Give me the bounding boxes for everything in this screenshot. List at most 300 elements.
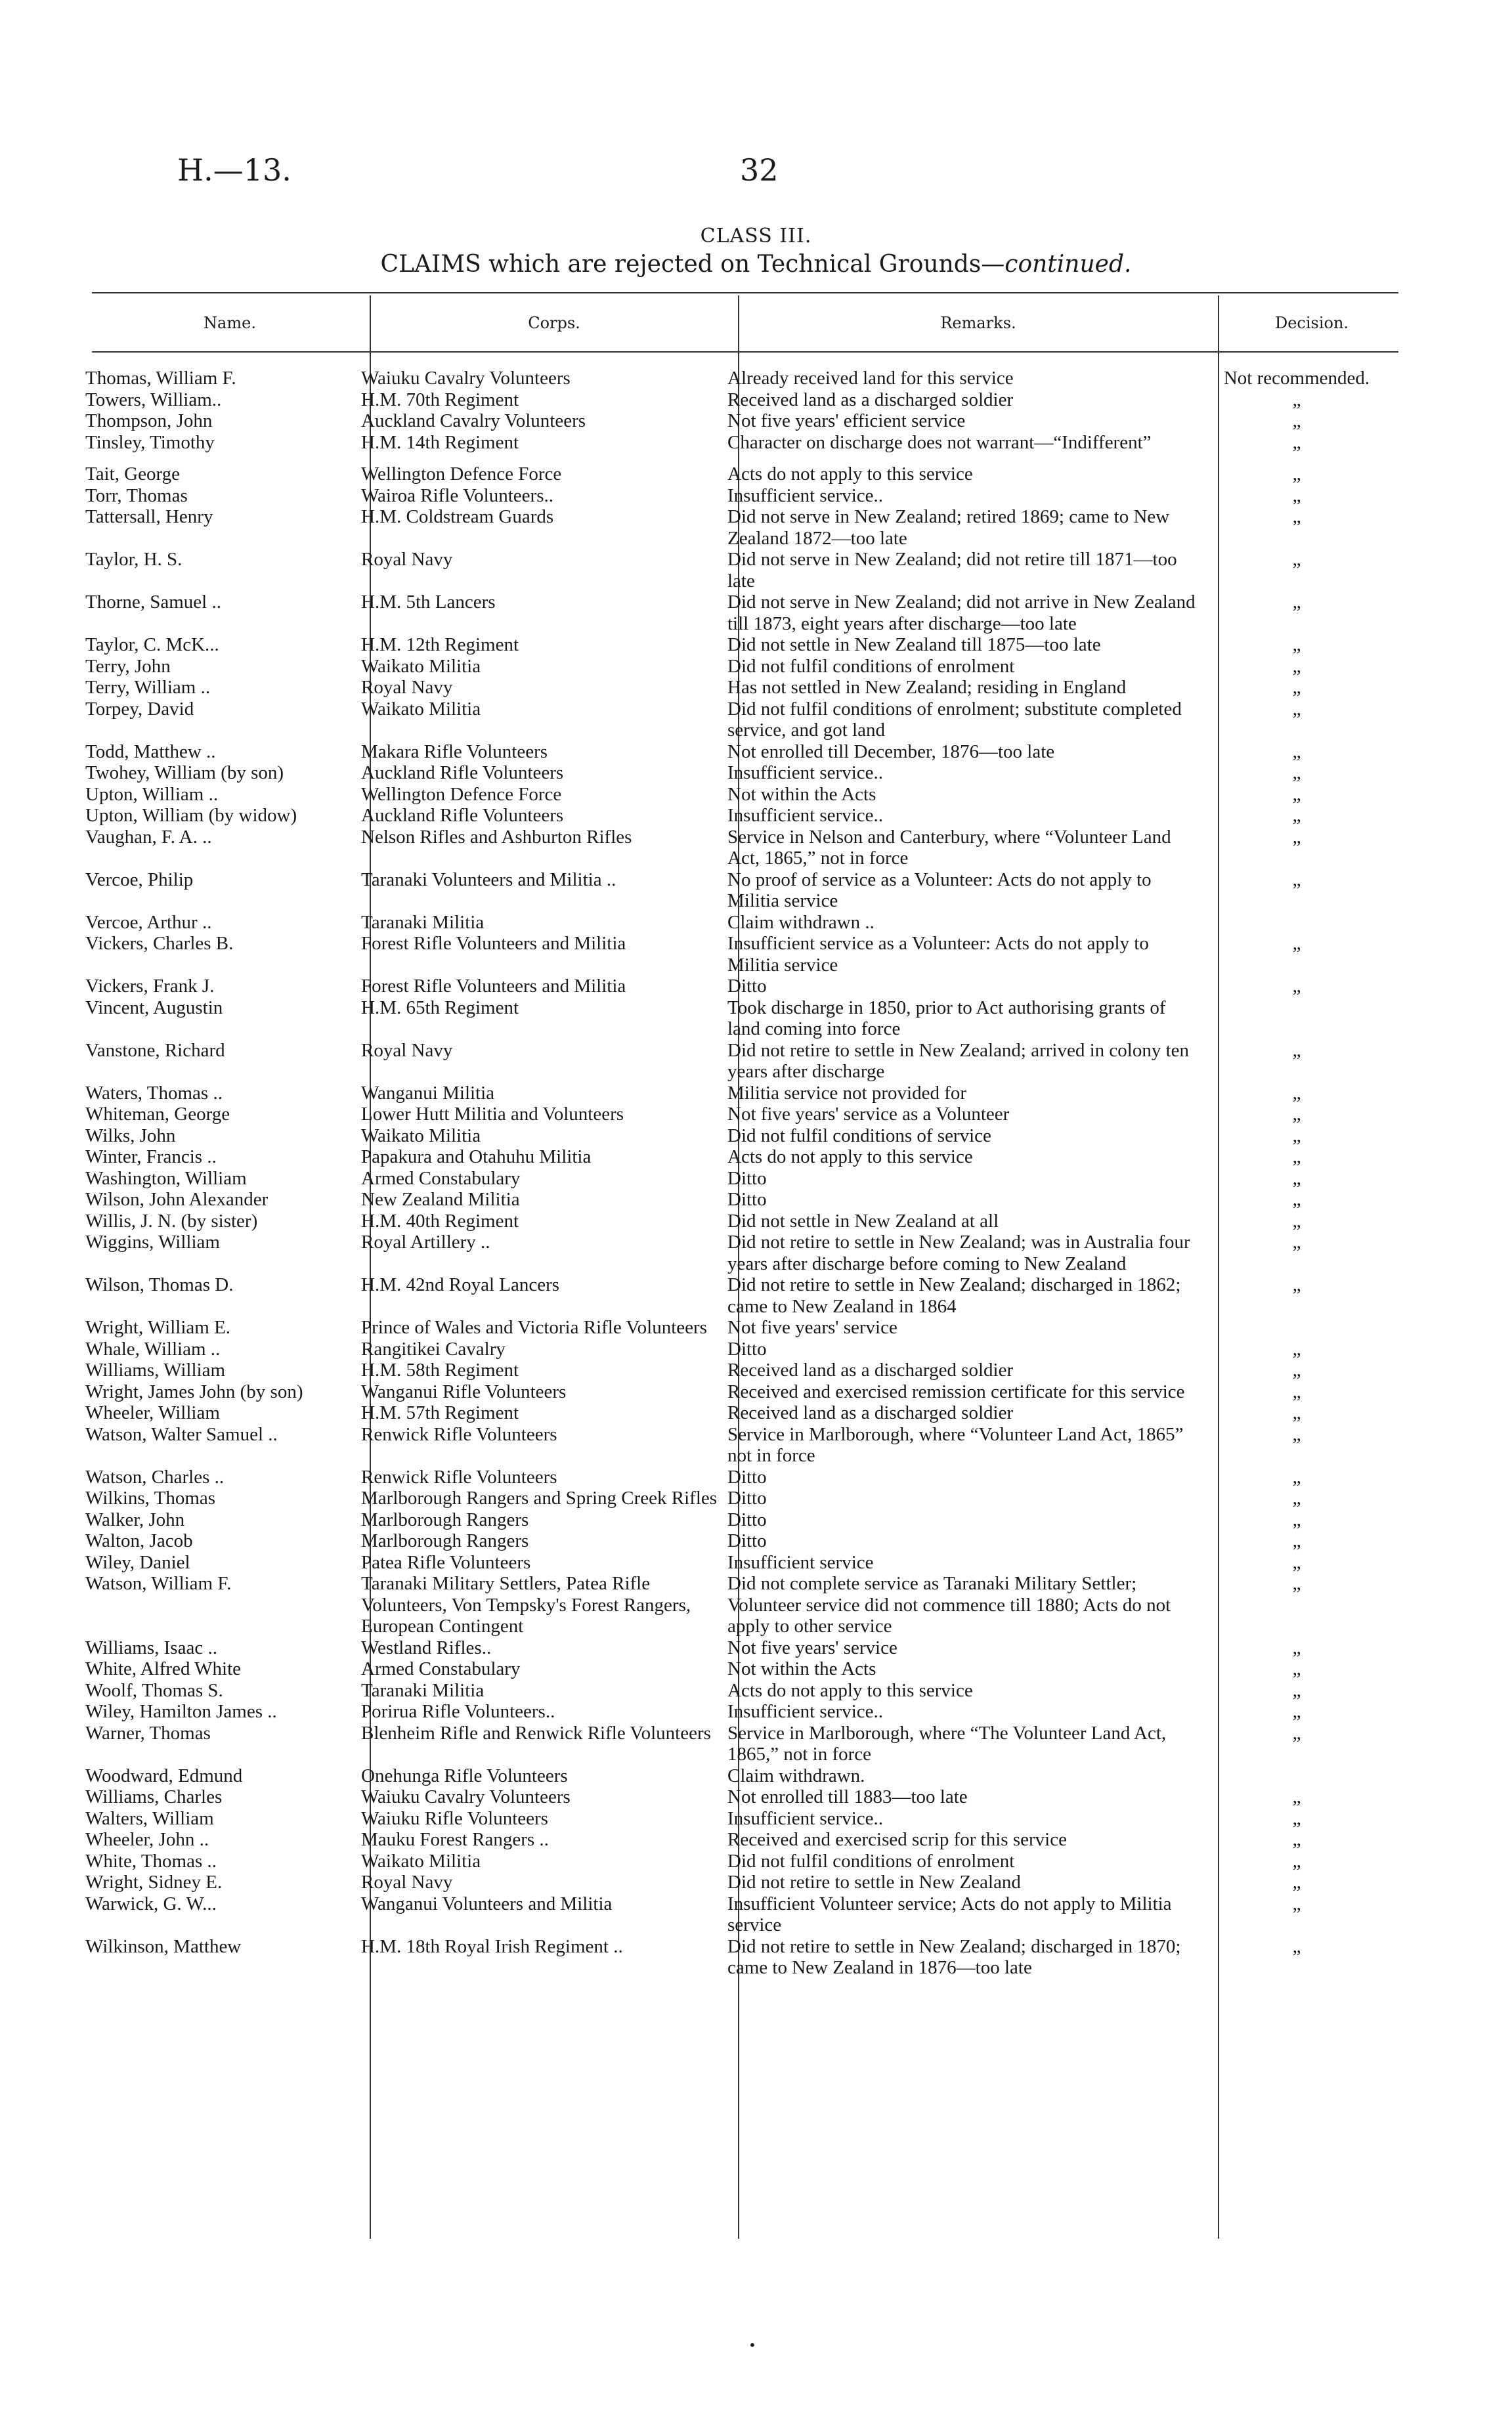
corps-cell: H.M. 12th Regiment <box>361 634 519 655</box>
claimant-name: Walters, William <box>85 1807 214 1829</box>
claimant-name: Winter, Francis .. <box>85 1146 217 1167</box>
remarks-cell: Not five years' service <box>727 1637 897 1658</box>
claimant-name: Watson, Walter Samuel .. <box>85 1423 278 1445</box>
claimant-name: Warner, Thomas <box>85 1722 211 1744</box>
claims-table-body <box>85 368 1392 1979</box>
claimant-name: Twohey, William (by son) <box>85 762 284 783</box>
claimant-name: Taylor, H. S. <box>85 549 183 570</box>
corps-cell: Taranaki Militia <box>361 1679 485 1701</box>
corps-cell: H.M. 42nd Royal Lancers <box>361 1274 560 1295</box>
claimant-name: Walton, Jacob <box>85 1530 193 1551</box>
remarks-cell: Ditto <box>727 1530 767 1551</box>
claimant-name: Wilson, Thomas D. <box>85 1274 234 1295</box>
remarks-cell: Insufficient service.. <box>727 485 884 506</box>
remarks-cell: Insufficient service.. <box>727 1701 884 1722</box>
corps-cell: Auckland Cavalry Volunteers <box>361 410 586 431</box>
table-row <box>85 805 1392 827</box>
table-row <box>85 869 1392 912</box>
table-row <box>85 1680 1392 1702</box>
decision-cell: „ <box>1292 1423 1301 1445</box>
corps-cell: Taranaki Militia <box>361 911 485 933</box>
table-row <box>85 1658 1392 1680</box>
claimant-name: Whale, William .. <box>85 1338 221 1360</box>
decision-cell: Not recommended. <box>1223 368 1370 389</box>
table-row <box>85 1339 1392 1360</box>
table-row <box>85 1381 1392 1403</box>
claimant-name: Tinsley, Timothy <box>85 431 215 453</box>
table-row <box>85 410 1392 432</box>
table-row <box>85 827 1392 869</box>
corps-cell: Royal Navy <box>361 677 453 698</box>
remarks-cell: Received and exercised scrip for this service <box>727 1829 1067 1850</box>
remarks-cell: Ditto <box>727 1189 767 1210</box>
corps-cell: Royal Navy <box>361 549 453 570</box>
table-row <box>85 1552 1392 1574</box>
claimant-name: Waters, Thomas .. <box>85 1082 223 1104</box>
table-row <box>85 762 1392 784</box>
remarks-cell: Ditto <box>727 1167 767 1189</box>
remarks-cell: Has not settled in New Zealand; residing in England <box>727 677 1127 698</box>
claimant-name: Wilks, John <box>85 1125 176 1146</box>
decision-cell: „ <box>1292 1381 1301 1402</box>
decision-cell: „ <box>1292 826 1301 848</box>
remarks-cell: Militia service not provided for <box>727 1082 967 1104</box>
decision-cell: „ <box>1292 1488 1301 1509</box>
claimant-name: White, Thomas .. <box>85 1850 217 1872</box>
claimant-name: Vickers, Frank J. <box>85 976 215 997</box>
remarks-cell: Service in Marlborough, where “The Volunteer Land Act, 1865,” not in force <box>727 1722 1167 1765</box>
corps-cell: Royal Navy <box>361 1039 453 1061</box>
claimant-name: Terry, John <box>85 655 171 677</box>
remarks-cell: Not five years' service <box>727 1317 897 1338</box>
remarks-cell: Ditto <box>727 1509 767 1530</box>
table-row <box>85 1317 1392 1339</box>
corps-cell: Makara Rifle Volunteers <box>361 741 548 762</box>
claimant-name: Upton, William .. <box>85 783 219 805</box>
column-header-corps: Corps. <box>528 314 580 332</box>
decision-cell: „ <box>1292 1679 1301 1701</box>
table-row <box>85 1488 1392 1509</box>
remarks-cell: Insufficient service as a Volunteer: Acts do not apply to Militia service <box>727 933 1149 976</box>
decision-cell: „ <box>1292 677 1301 698</box>
table-row <box>85 1146 1392 1168</box>
table-row <box>85 1808 1392 1830</box>
remarks-cell: Not five years' efficient service <box>727 410 966 431</box>
decision-cell: „ <box>1292 1360 1301 1381</box>
table-row <box>85 368 1392 389</box>
decision-cell: „ <box>1292 1104 1301 1125</box>
remarks-cell: Claim withdrawn .. <box>727 911 875 933</box>
remarks-cell: Service in Marlborough, where “Volunteer Land Act, 1865” not in force <box>727 1423 1184 1466</box>
caption-continued: continued. <box>1004 251 1132 278</box>
claimant-name: Vincent, Augustin <box>85 997 223 1018</box>
table-row <box>85 1765 1392 1787</box>
claimant-name: Wilkins, Thomas <box>85 1488 216 1509</box>
remarks-cell: Received land as a discharged soldier <box>727 1402 1014 1423</box>
table-row <box>85 1893 1392 1936</box>
remarks-cell: Character on discharge does not warrant—“Indifferent” <box>727 431 1152 453</box>
corps-cell: Rangitikei Cavalry <box>361 1338 506 1360</box>
decision-cell: „ <box>1292 805 1301 826</box>
decision-cell: „ <box>1292 592 1301 613</box>
decision-cell <box>1201 997 1392 1040</box>
decision-cell: „ <box>1292 1850 1301 1872</box>
remarks-cell: Did not serve in New Zealand; did not arrive in New Zealand till 1873, eight years after discharge—too late <box>727 592 1196 634</box>
corps-cell: Wanganui Rifle Volunteers <box>361 1381 567 1402</box>
claimant-name: Williams, Charles <box>85 1786 223 1807</box>
claimant-name: Wilkinson, Matthew <box>85 1935 242 1957</box>
claimant-name: Woodward, Edmund <box>85 1765 243 1786</box>
table-row <box>85 549 1392 592</box>
claimant-name: Wright, Sidney E. <box>85 1872 223 1893</box>
corps-cell: Wanganui Volunteers and Militia <box>361 1893 613 1914</box>
caption-main: CLAIMS which are rejected on Technical Grounds— <box>380 251 1005 278</box>
remarks-cell: Did not fulfil conditions of enrolment <box>727 1850 1015 1872</box>
table-row <box>85 1083 1392 1104</box>
remarks-cell: Did not retire to settle in New Zealand; discharged in 1870; came to New Zealand in 1876—too late <box>727 1935 1181 1978</box>
corps-cell: Armed Constabulary <box>361 1167 521 1189</box>
corps-cell: Taranaki Volunteers and Militia .. <box>361 869 616 890</box>
claimant-name: Vanstone, Richard <box>85 1039 225 1061</box>
corps-cell: H.M. 58th Regiment <box>361 1360 519 1381</box>
decision-cell: „ <box>1292 1637 1301 1658</box>
table-row <box>85 389 1392 411</box>
remarks-cell: Not five years' service as a Volunteer <box>727 1104 1010 1125</box>
corps-cell: H.M. 57th Regiment <box>361 1402 519 1423</box>
decision-cell: „ <box>1292 1167 1301 1189</box>
remarks-cell: Acts do not apply to this service <box>727 1679 973 1701</box>
table-row <box>85 1851 1392 1872</box>
corps-cell: Marlborough Rangers <box>361 1530 529 1551</box>
corps-cell: Prince of Wales and Victoria Rifle Volunteers <box>361 1317 707 1338</box>
table-row <box>85 1530 1392 1552</box>
table-row <box>85 1701 1392 1723</box>
claimant-name: Wiley, Daniel <box>85 1551 190 1573</box>
table-row <box>85 1424 1392 1467</box>
table-row <box>85 1168 1392 1190</box>
table-row <box>85 976 1392 997</box>
table-row <box>85 699 1392 741</box>
claimant-name: Todd, Matthew .. <box>85 741 216 762</box>
decision-cell: „ <box>1292 1232 1301 1253</box>
remarks-cell: Did not retire to settle in New Zealand; arrived in colony ten years after discharge <box>727 1039 1190 1082</box>
corps-cell: Forest Rifle Volunteers and Militia <box>361 933 626 954</box>
remarks-cell: Not within the Acts <box>727 783 876 805</box>
claimant-name: Willis, J. N. (by sister) <box>85 1210 258 1232</box>
corps-cell: Armed Constabulary <box>361 1658 521 1679</box>
decision-cell: „ <box>1292 389 1301 410</box>
remarks-cell: Insufficient service.. <box>727 1807 884 1829</box>
claimant-name: Wheeler, John .. <box>85 1829 209 1850</box>
remarks-cell: Ditto <box>727 1466 767 1488</box>
decision-cell: „ <box>1292 1893 1301 1914</box>
decision-cell: „ <box>1292 1935 1301 1957</box>
table-row <box>85 1274 1392 1317</box>
corps-cell: Waikato Militia <box>361 1125 481 1146</box>
corps-cell: H.M. 18th Royal Irish Regiment .. <box>361 1935 623 1957</box>
remarks-cell: Not enrolled till December, 1876—too late <box>727 741 1055 762</box>
class-heading: CLASS III. <box>700 225 812 248</box>
table-row <box>85 1211 1392 1232</box>
table-row <box>85 1786 1392 1808</box>
table-row <box>85 784 1392 806</box>
decision-cell: „ <box>1292 1829 1301 1850</box>
table-row <box>85 1104 1392 1125</box>
remarks-cell: Insufficient Volunteer service; Acts do not apply to Militia service <box>727 1893 1172 1935</box>
decision-cell: „ <box>1292 1658 1301 1679</box>
decision-cell <box>1201 1317 1392 1339</box>
table-row <box>85 677 1392 699</box>
decision-cell <box>1201 1765 1392 1787</box>
decision-cell: „ <box>1292 463 1301 485</box>
claimant-name: Wright, William E. <box>85 1317 231 1338</box>
claimant-name: Tattersall, Henry <box>85 506 213 527</box>
remarks-cell: Received and exercised remission certificate for this service <box>727 1381 1185 1402</box>
table-row <box>85 1360 1392 1381</box>
remarks-cell: Did not fulfil conditions of enrolment; substitute completed service, and got land <box>727 698 1182 741</box>
decision-cell: „ <box>1292 1274 1301 1295</box>
claimant-name: Thompson, John <box>85 410 213 431</box>
claimant-name: Wright, James John (by son) <box>85 1381 303 1402</box>
remarks-cell: Did not fulfil conditions of enrolment <box>727 655 1015 677</box>
corps-cell: Blenheim Rifle and Renwick Rifle Volunteers <box>361 1722 711 1744</box>
corps-cell: Marlborough Rangers and Spring Creek Rifles <box>361 1488 718 1509</box>
remarks-cell: Acts do not apply to this service <box>727 463 973 485</box>
claimant-name: Torr, Thomas <box>85 485 188 506</box>
remarks-cell: Claim withdrawn. <box>727 1765 865 1786</box>
table-row <box>85 592 1392 634</box>
table-row <box>85 506 1392 549</box>
claimant-name: Woolf, Thomas S. <box>85 1679 223 1701</box>
decision-cell: „ <box>1292 485 1301 506</box>
claimant-name: Walker, John <box>85 1509 185 1530</box>
claimant-name: Vickers, Charles B. <box>85 933 234 954</box>
claimant-name: Warwick, G. W... <box>85 1893 217 1914</box>
claimant-name: Wiggins, William <box>85 1232 220 1253</box>
table-row <box>85 1637 1392 1659</box>
claimant-name: Washington, William <box>85 1167 247 1189</box>
decision-cell: „ <box>1292 741 1301 762</box>
table-row <box>85 1232 1392 1274</box>
claimant-name: Vercoe, Philip <box>85 869 194 890</box>
table-row <box>85 432 1392 454</box>
decision-cell <box>1201 912 1392 934</box>
decision-cell: „ <box>1292 1039 1301 1061</box>
table-row <box>85 1402 1392 1424</box>
table-row <box>85 933 1392 976</box>
corps-cell: H.M. 14th Regiment <box>361 431 519 453</box>
corps-cell: Patea Rifle Volunteers <box>361 1551 531 1573</box>
claimant-name: Torpey, David <box>85 698 194 720</box>
remarks-cell: Ditto <box>727 1488 767 1509</box>
claimant-name: Thomas, William F. <box>85 368 236 389</box>
corps-cell: Mauku Forest Rangers .. <box>361 1829 549 1850</box>
decision-cell: „ <box>1292 1872 1301 1893</box>
corps-cell: Lower Hutt Militia and Volunteers <box>361 1104 624 1125</box>
corps-cell: Porirua Rifle Volunteers.. <box>361 1701 555 1722</box>
corps-cell: Wanganui Militia <box>361 1082 495 1104</box>
table-row <box>85 1189 1392 1211</box>
claimant-name: Wilson, John Alexander <box>85 1189 269 1210</box>
decision-cell: „ <box>1292 1082 1301 1104</box>
claimant-name: Williams, Isaac .. <box>85 1637 217 1658</box>
table-row <box>85 1723 1392 1765</box>
claimant-name: White, Alfred White <box>85 1658 242 1679</box>
table-row <box>85 1125 1392 1147</box>
claimant-name: Watson, Charles .. <box>85 1466 225 1488</box>
corps-cell: Taranaki Military Settlers, Patea Rifle Volunteers, Von Tempsky's Forest Rangers, European Contingent <box>361 1573 691 1637</box>
decision-cell: „ <box>1292 634 1301 655</box>
decision-cell: „ <box>1292 1573 1301 1594</box>
remarks-cell: Did not settle in New Zealand at all <box>727 1210 999 1232</box>
corps-cell: Waiuku Cavalry Volunteers <box>361 368 571 389</box>
header-bottom-rule <box>92 351 1398 353</box>
claimant-name: Wiley, Hamilton James .. <box>85 1701 277 1722</box>
remarks-cell: Did not retire to settle in New Zealand <box>727 1872 1021 1893</box>
claimant-name: Wheeler, William <box>85 1402 220 1423</box>
decision-cell: „ <box>1292 1210 1301 1232</box>
claimant-name: Whiteman, George <box>85 1104 230 1125</box>
corps-cell: H.M. 5th Lancers <box>361 592 496 613</box>
remarks-cell: Ditto <box>727 1338 767 1360</box>
corps-cell: Auckland Rifle Volunteers <box>361 805 564 826</box>
claimant-name: Taylor, C. McK... <box>85 634 219 655</box>
table-row <box>85 741 1392 763</box>
table-row <box>85 1573 1392 1637</box>
remarks-cell: Already received land for this service <box>727 368 1014 389</box>
corps-cell: Marlborough Rangers <box>361 1509 529 1530</box>
remarks-cell: Did not retire to settle in New Zealand; discharged in 1862; came to New Zealand in 1864 <box>727 1274 1181 1317</box>
corps-cell: H.M. Coldstream Guards <box>361 506 554 527</box>
table-row <box>85 997 1392 1040</box>
decision-cell: „ <box>1292 698 1301 720</box>
claimant-name: Thorne, Samuel .. <box>85 592 221 613</box>
remarks-cell: Ditto <box>727 976 767 997</box>
decision-cell: „ <box>1292 783 1301 805</box>
corps-cell: Auckland Rifle Volunteers <box>361 762 564 783</box>
remarks-cell: No proof of service as a Volunteer: Acts do not apply to Militia service <box>727 869 1152 911</box>
claimant-name: Tait, George <box>85 463 180 485</box>
claimant-name: Upton, William (by widow) <box>85 805 297 826</box>
decision-cell: „ <box>1292 1338 1301 1360</box>
remarks-cell: Did not complete service as Taranaki Military Settler; Volunteer service did not commence till 1880; Acts do not apply to other service <box>727 1573 1171 1637</box>
decision-cell: „ <box>1292 869 1301 890</box>
corps-cell: Renwick Rifle Volunteers <box>361 1466 557 1488</box>
remarks-cell: Acts do not apply to this service <box>727 1146 973 1167</box>
remarks-cell: Service in Nelson and Canterbury, where “Volunteer Land Act, 1865,” not in force <box>727 826 1171 869</box>
corps-cell: Royal Artillery .. <box>361 1232 490 1253</box>
decision-cell: „ <box>1292 549 1301 570</box>
table-row <box>85 1936 1392 1979</box>
decision-cell: „ <box>1292 1189 1301 1210</box>
decision-cell: „ <box>1292 1551 1301 1573</box>
corps-cell: Renwick Rifle Volunteers <box>361 1423 557 1445</box>
decision-cell: „ <box>1292 1786 1301 1807</box>
claimant-name: Vaughan, F. A. .. <box>85 826 212 848</box>
corps-cell: Waiuku Cavalry Volunteers <box>361 1786 571 1807</box>
decision-cell: „ <box>1292 1530 1301 1551</box>
decision-cell: „ <box>1292 1722 1301 1744</box>
table-row <box>85 656 1392 678</box>
column-header-remarks: Remarks. <box>940 314 1016 332</box>
claimant-name: Vercoe, Arthur .. <box>85 911 212 933</box>
decision-cell: „ <box>1292 431 1301 453</box>
decision-cell: „ <box>1292 506 1301 527</box>
corps-cell: Onehunga Rifle Volunteers <box>361 1765 568 1786</box>
column-header-name: Name. <box>204 314 256 332</box>
page-number: 32 <box>740 152 779 188</box>
claimant-name: Williams, William <box>85 1360 225 1381</box>
page-mark: • <box>748 2337 756 2353</box>
table-row <box>85 1040 1392 1083</box>
corps-cell: Royal Navy <box>361 1872 453 1893</box>
table-row <box>85 912 1392 934</box>
remarks-cell: Insufficient service <box>727 1551 874 1573</box>
decision-cell: „ <box>1292 1125 1301 1146</box>
remarks-cell: Did not serve in New Zealand; did not retire till 1871—too late <box>727 549 1177 592</box>
header-top-rule <box>92 292 1398 293</box>
decision-cell: „ <box>1292 976 1301 997</box>
table-row <box>85 1829 1392 1851</box>
corps-cell: Papakura and Otahuhu Militia <box>361 1146 592 1167</box>
remarks-cell: Not within the Acts <box>727 1658 876 1679</box>
decision-cell: „ <box>1292 1146 1301 1167</box>
remarks-cell: Received land as a discharged soldier <box>727 1360 1014 1381</box>
corps-cell: H.M. 65th Regiment <box>361 997 519 1018</box>
claimant-name: Towers, William.. <box>85 389 222 410</box>
corps-cell: Waiuku Rifle Volunteers <box>361 1807 548 1829</box>
table-caption <box>0 251 1512 278</box>
claimant-name: Terry, William .. <box>85 677 211 698</box>
remarks-cell: Did not retire to settle in New Zealand; was in Australia four years after discharge before coming to New Zealand <box>727 1232 1190 1274</box>
corps-cell: Wellington Defence Force <box>361 783 562 805</box>
claimant-name: Watson, William F. <box>85 1573 232 1594</box>
decision-cell: „ <box>1292 1466 1301 1488</box>
table-row <box>85 1509 1392 1531</box>
decision-cell: „ <box>1292 933 1301 954</box>
table-row <box>85 1872 1392 1893</box>
table-row <box>85 1467 1392 1488</box>
table-row <box>85 634 1392 656</box>
corps-cell: Nelson Rifles and Ashburton Rifles <box>361 826 632 848</box>
column-header-decision: Decision. <box>1274 314 1349 332</box>
corps-cell: H.M. 40th Regiment <box>361 1210 519 1232</box>
corps-cell: Wairoa Rifle Volunteers.. <box>361 485 553 506</box>
remarks-cell: Insufficient service.. <box>727 805 884 826</box>
corps-cell: Waikato Militia <box>361 698 481 720</box>
corps-cell: H.M. 70th Regiment <box>361 389 519 410</box>
corps-cell: Westland Rifles.. <box>361 1637 492 1658</box>
table-row <box>85 453 1392 485</box>
remarks-cell: Not enrolled till 1883—too late <box>727 1786 968 1807</box>
remarks-cell: Insufficient service.. <box>727 762 884 783</box>
corps-cell: Wellington Defence Force <box>361 463 562 485</box>
remarks-cell: Did not settle in New Zealand till 1875—too late <box>727 634 1101 655</box>
remarks-cell: Took discharge in 1850, prior to Act authorising grants of land coming into force <box>727 997 1166 1039</box>
corps-cell: Forest Rifle Volunteers and Militia <box>361 976 626 997</box>
decision-cell: „ <box>1292 655 1301 677</box>
table-row <box>85 485 1392 507</box>
remarks-cell: Did not fulfil conditions of service <box>727 1125 991 1146</box>
decision-cell: „ <box>1292 1402 1301 1423</box>
decision-cell: „ <box>1292 1701 1301 1722</box>
claims-table <box>85 368 1392 1979</box>
document-code: H.—13. <box>177 152 292 188</box>
decision-cell: „ <box>1292 1509 1301 1530</box>
corps-cell: Waikato Militia <box>361 1850 481 1872</box>
decision-cell: „ <box>1292 1807 1301 1829</box>
remarks-cell: Received land as a discharged soldier <box>727 389 1014 410</box>
